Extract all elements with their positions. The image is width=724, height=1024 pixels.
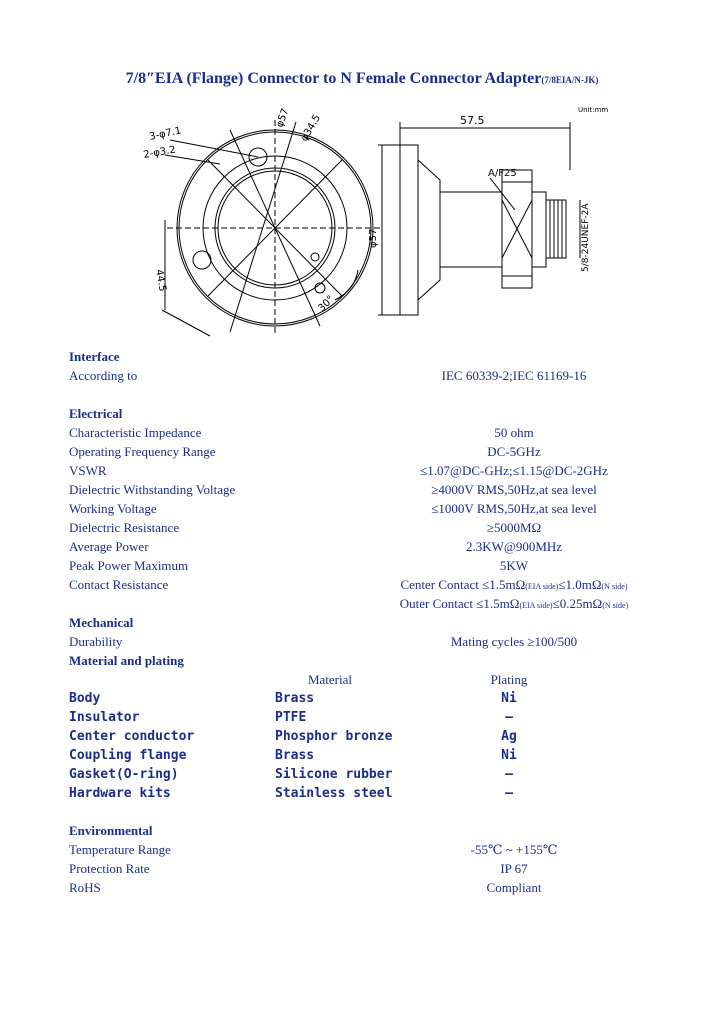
spec-label: Peak Power Maximum [69,558,189,573]
part-plating: Ni [501,691,517,706]
spec-value: IEC 60339-2;IEC 61169-16 [441,368,587,383]
spec-label: According to [69,368,138,383]
spec-label: Protection Rate [69,861,150,876]
spec-value: DC-5GHz [487,444,541,459]
side-view [378,122,580,315]
section-material: Material and plating [69,653,184,668]
spec-label: Durability [69,634,123,649]
part-material: Brass [275,691,315,706]
spec-row [69,634,669,652]
material-row [69,729,669,747]
spec-value: 5KW [499,558,529,573]
contact-outer-eia-sub: (EIA side) [519,601,553,610]
spec-value-center [369,577,659,593]
spec-value-outer [369,596,659,612]
contact-center-eia-sub: (EIA side) [525,582,559,591]
material-row [69,786,669,804]
spec-value: ≥4000V RMS,50Hz,at sea level [431,482,597,497]
dim-pins: 2-φ3.2 [142,144,177,161]
contact-outer-eia: Outer Contact ≤1.5mΩ [399,596,520,611]
spec-row [69,444,669,462]
part-name: Gasket(O-ring) [69,767,179,782]
spec-value: 2.3KW@900MHz [465,539,563,554]
spec-row [69,501,669,519]
unit-label: Unit:mm [578,106,609,114]
page-title [0,70,724,88]
spec-row [69,520,669,538]
contact-center-eia: Center Contact ≤1.5mΩ [400,577,526,592]
part-plating: — [505,767,513,782]
dim-angle: 30° [316,293,337,315]
spec-row [69,463,669,481]
dim-side-d57: φ57 [368,228,379,248]
spec-row-contact-outer [69,596,669,614]
part-name: Coupling flange [69,748,187,763]
dim-length: 57.5 [460,114,485,127]
dim-holes: 3-φ7.1 [148,125,183,143]
spec-label: Dielectric Resistance [69,520,180,535]
spec-row [69,539,669,557]
dim-thread: 5/8-24UNEF-2A [581,203,591,272]
spec-value: -55℃ ~ +155℃ [470,842,558,857]
part-material: Silicone rubber [275,767,393,782]
title-main: 7/8″EIA (Flange) Connector to N Female Connector Adapter [125,70,542,87]
spec-row [69,482,669,500]
section-interface: Interface [69,349,120,364]
dim-af: A/F25 [488,168,517,179]
spec-value: Mating cycles ≥100/500 [450,634,578,649]
contact-outer-n-sub: (N side) [602,601,629,610]
dim-d57: φ57 [274,107,292,130]
spec-row [69,368,669,386]
spec-value: ≤1000V RMS,50Hz,at sea level [431,501,597,516]
section-electrical: Electrical [69,406,123,421]
material-row [69,767,669,785]
technical-drawing [110,100,630,345]
spec-label: Working Voltage [69,501,157,516]
spec-value: 50 ohm [494,425,534,440]
part-plating: Ag [501,729,517,744]
spec-row [69,425,669,443]
part-name: Center conductor [69,729,195,744]
spec-row [69,861,669,879]
part-name: Hardware kits [69,786,171,801]
contact-center-n: ≤1.0mΩ [558,577,602,592]
part-material: Phosphor bronze [275,729,393,744]
contact-center-n-sub: (N side) [601,582,628,591]
title-code: (7/8EIA/N-JK) [541,75,599,85]
material-row [69,748,669,766]
material-row [69,691,669,709]
spec-row [69,558,669,576]
material-row [69,710,669,728]
spec-value: ≥5000MΩ [486,520,542,535]
plating-col-header: Plating [490,672,528,687]
material-col-header: Material [307,672,353,687]
spec-label: VSWR [69,463,107,478]
spec-label: Characteristic Impedance [69,425,202,440]
part-plating: — [505,786,513,801]
part-name: Body [69,691,101,706]
spec-row [69,842,669,860]
dim-d34: φ34.5 [299,112,324,144]
spec-label: RoHS [69,880,101,895]
part-material: Brass [275,748,315,763]
part-material: PTFE [275,710,307,725]
spec-value: ≤1.07@DC-GHz;≤1.15@DC-2GHz [420,463,608,478]
part-plating: — [505,710,513,725]
section-environmental: Environmental [69,823,153,838]
spec-label: Dielectric Withstanding Voltage [69,482,236,497]
contact-outer-n: ≤0.25mΩ [552,596,603,611]
part-material: Stainless steel [275,786,393,801]
front-view [162,120,383,336]
section-mechanical: Mechanical [69,615,134,630]
dim-44: 44.5 [153,268,168,293]
spec-value: Compliant [486,880,542,895]
spec-row-contact [69,577,669,595]
spec-row [69,880,669,898]
spec-label: Average Power [69,539,149,554]
spec-label: Contact Resistance [69,577,169,592]
spec-value: IP 67 [500,861,528,876]
spec-label: Temperature Range [69,842,171,857]
part-name: Insulator [69,710,140,725]
part-plating: Ni [501,748,517,763]
material-header [69,672,669,690]
spec-label: Operating Frequency Range [69,444,216,459]
